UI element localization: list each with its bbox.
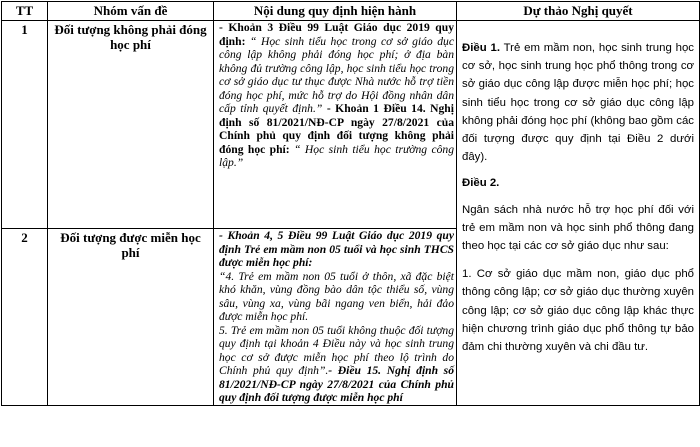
table-header-row — [2, 2, 700, 21]
header-tt: TT — [2, 2, 48, 21]
quoted-text: “ Học sinh tiểu học trường công lập.” — [219, 142, 455, 169]
table-row — [2, 21, 700, 229]
legal-reference: - Khoản 4, 5 Điều 99 Luật Giáo dục 2019 quy định Trẻ em mầm non 05 tuổi và học sinh THCS được miễn học phí: — [219, 229, 454, 269]
legal-reference: - Khoản 1 Điều 14. Nghị định số 81/2021/NĐ-CP ngày 27/8/2021 của Chính phủ quy định đối tượng không phải đóng học phí: — [219, 102, 454, 156]
regulation-comparison-table — [1, 1, 700, 406]
quoted-text: 5. Trẻ em mầm non 05 tuổi không thuộc đối tượng quy định tại khoản 4 Điều này và học sinh trung học cơ sở được miễn học phí theo lộ trình do Chính phủ quy định”. — [219, 323, 454, 377]
current-regulation-cell — [214, 229, 457, 406]
row-number: 1 — [2, 21, 48, 229]
row-number: 2 — [2, 229, 48, 406]
header-du-thao-nghi-quyet: Dự thảo Nghị quyết — [457, 2, 700, 21]
header-nhom-van-de: Nhóm vấn đề — [48, 2, 214, 21]
dieu-1-paragraph — [462, 39, 694, 166]
draft-resolution-cell — [457, 21, 700, 406]
current-regulation-cell — [214, 21, 457, 229]
quoted-text: “4. Trẻ em mầm non 05 tuổi ở thôn, xã đặc biệt khó khăn, vùng đồng bào dân tộc thiểu số, vùng sâu, vùng xa, vùng bãi ngang ven biển, hải đảo được miễn học phí. — [219, 269, 454, 323]
dieu-1-text: Trẻ em mầm non, học sinh trung học cơ sở, học sinh trung học phổ thông trong cơ sở giáo dục công lập được miễn học phí; học sinh tiểu học trong cơ sở giáo dục công lập không phải đóng học phí (không bao gồm các đối tượng được quy định tại Điều 2 dưới đây). — [462, 42, 694, 164]
legal-reference: - Khoản 3 Điều 99 Luật Giáo dục 2019 quy định: — [219, 21, 454, 48]
row-topic: Đối tượng không phải đóng học phí — [48, 21, 214, 229]
quoted-text: “ Học sinh tiểu học trong cơ sở giáo dục công lập không phải đóng học phí; ở địa bàn không đủ trường công lập, học sinh tiểu học trong cơ sở giáo dục tư thục được Nhà nước hỗ trợ tiền đóng học phí, mức hỗ trợ do Hội đồng nhân dân cấp tỉnh quyết định.” — [219, 34, 454, 115]
dieu-2-paragraph-2: 1. Cơ sở giáo dục mầm non, giáo dục phổ thông công lập; cơ sở giáo dục thường xuyên công lập; cơ sở giáo dục công lập khác thực hiện chương trình giáo dục phổ thông tự bảo đảm chi thường xuyên và chi đầu tư. — [462, 268, 694, 354]
dieu-2-paragraph-1: Ngân sách nhà nước hỗ trợ học phí đối với trẻ em mầm non và học sinh phổ thông đang theo học tại các cơ sở giáo dục như sau: — [462, 203, 694, 253]
header-noi-dung-hien-hanh: Nội dung quy định hiện hành — [214, 2, 457, 21]
row-topic: Đối tượng được miễn học phí — [48, 229, 214, 406]
dieu-1-label: Điều 1. — [462, 42, 501, 54]
dieu-2-label: Điều 2. — [462, 177, 500, 190]
legal-reference: - Điều 15. Nghị định số 81/2021/NĐ-CP ngày 27/8/2021 của Chính phủ quy định đối tượng được miễn học phí — [219, 364, 454, 404]
